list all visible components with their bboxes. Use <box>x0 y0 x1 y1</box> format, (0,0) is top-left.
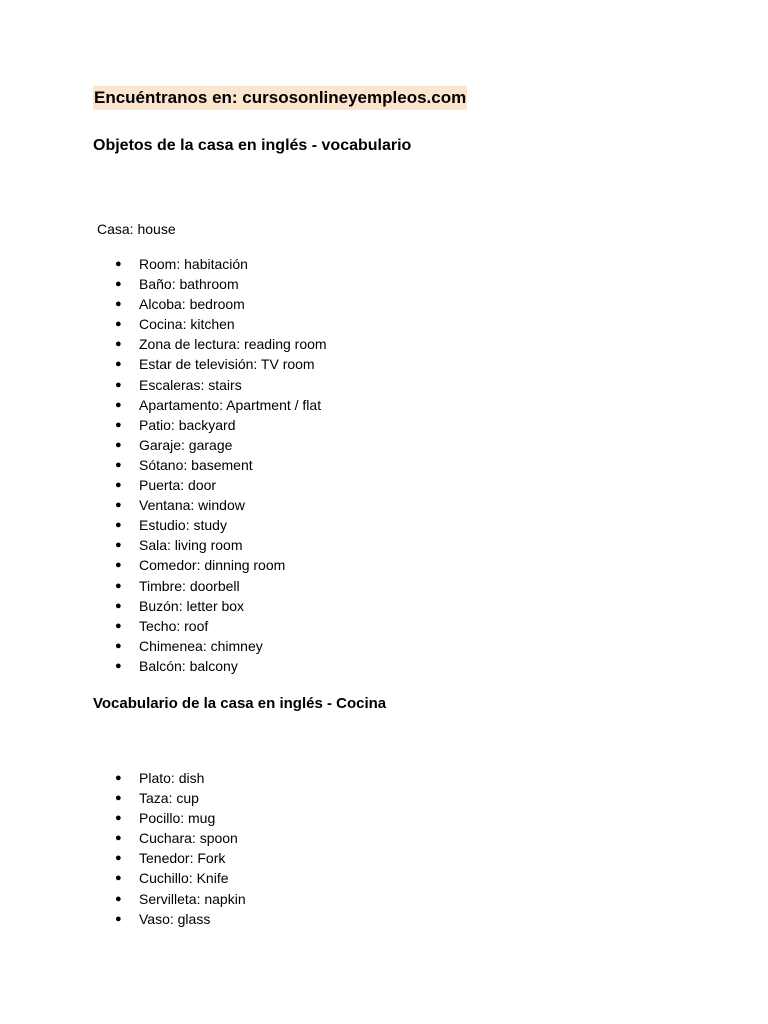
bullet-icon: ● <box>115 872 122 885</box>
bullet-icon: ● <box>115 398 122 411</box>
list-item-text: Cocina: kitchen <box>139 316 235 333</box>
bullet-icon: ● <box>115 659 122 672</box>
list-item-text: Tenedor: Fork <box>139 850 226 867</box>
intro-line: Casa: house <box>97 221 176 237</box>
bullet-icon: ● <box>115 519 122 532</box>
list-item-text: Comedor: dinning room <box>139 557 286 574</box>
list-item-text: Techo: roof <box>139 617 209 634</box>
bullet-icon: ● <box>115 792 122 805</box>
bullet-icon: ● <box>115 619 122 632</box>
bullet-icon: ● <box>115 358 122 371</box>
list-item-text: Puerta: door <box>139 477 217 494</box>
bullet-icon: ● <box>115 559 122 572</box>
bullet-icon: ● <box>115 912 122 925</box>
bullet-icon: ● <box>115 852 122 865</box>
list-item-text: Estar de televisión: TV room <box>139 356 315 373</box>
list-item-text: Baño: bathroom <box>139 276 239 293</box>
bullet-icon: ● <box>115 772 122 784</box>
bullet-icon: ● <box>115 479 122 492</box>
list-item-text: Estudio: study <box>139 517 227 534</box>
list-item-text: Pocillo: mug <box>139 810 216 827</box>
bullet-icon: ● <box>115 418 122 431</box>
list-item-text: Apartamento: Apartment / flat <box>139 396 322 413</box>
bullet-icon: ● <box>115 278 122 291</box>
list-item-text: Servilleta: napkin <box>139 890 246 907</box>
list-item-text: Alcoba: bedroom <box>139 296 245 313</box>
bullet-icon: ● <box>115 338 122 351</box>
list-item-text: Escaleras: stairs <box>139 376 242 393</box>
list-item-text: Vaso: glass <box>139 910 211 927</box>
bullet-icon: ● <box>115 639 122 652</box>
list-item-text: Garaje: garage <box>139 436 233 453</box>
list-item-text: Room: habitación <box>139 256 248 272</box>
list-item-text: Balcón: balcony <box>139 657 238 674</box>
list-item-text: Cuchara: spoon <box>139 830 238 847</box>
bullet-icon: ● <box>115 258 122 270</box>
find-us-line: Encuéntranos en: cursosonlineyempleos.com <box>93 86 467 110</box>
bullet-icon: ● <box>115 812 122 825</box>
bullet-icon: ● <box>115 458 122 471</box>
list-item-text: Plato: dish <box>139 770 205 786</box>
list-item-text: Chimenea: chimney <box>139 637 263 654</box>
list-item-text: Patio: backyard <box>139 416 236 433</box>
bullet-icon: ● <box>115 298 122 311</box>
list-item-text: Ventana: window <box>139 497 245 514</box>
page-title: Objetos de la casa en inglés - vocabulario <box>93 137 412 154</box>
list-item-text: Zona de lectura: reading room <box>139 336 327 353</box>
bullet-icon: ● <box>115 539 122 552</box>
list-item-text: Taza: cup <box>139 790 199 807</box>
bullet-icon: ● <box>115 579 122 592</box>
list-item-text: Sala: living room <box>139 537 243 554</box>
bullet-icon: ● <box>115 438 122 451</box>
kitchen-section-heading: Vocabulario de la casa en inglés - Cocina <box>93 695 387 712</box>
bullet-icon: ● <box>115 599 122 612</box>
list-item-text: Sótano: basement <box>139 456 253 473</box>
bullet-icon: ● <box>115 892 122 905</box>
bullet-icon: ● <box>115 499 122 512</box>
bullet-icon: ● <box>115 832 122 845</box>
bullet-icon: ● <box>115 378 122 391</box>
list-item-text: Timbre: doorbell <box>139 577 240 594</box>
list-item-text: Cuchillo: Knife <box>139 870 229 887</box>
list-item-text: Buzón: letter box <box>139 597 245 614</box>
bullet-icon: ● <box>115 318 122 331</box>
